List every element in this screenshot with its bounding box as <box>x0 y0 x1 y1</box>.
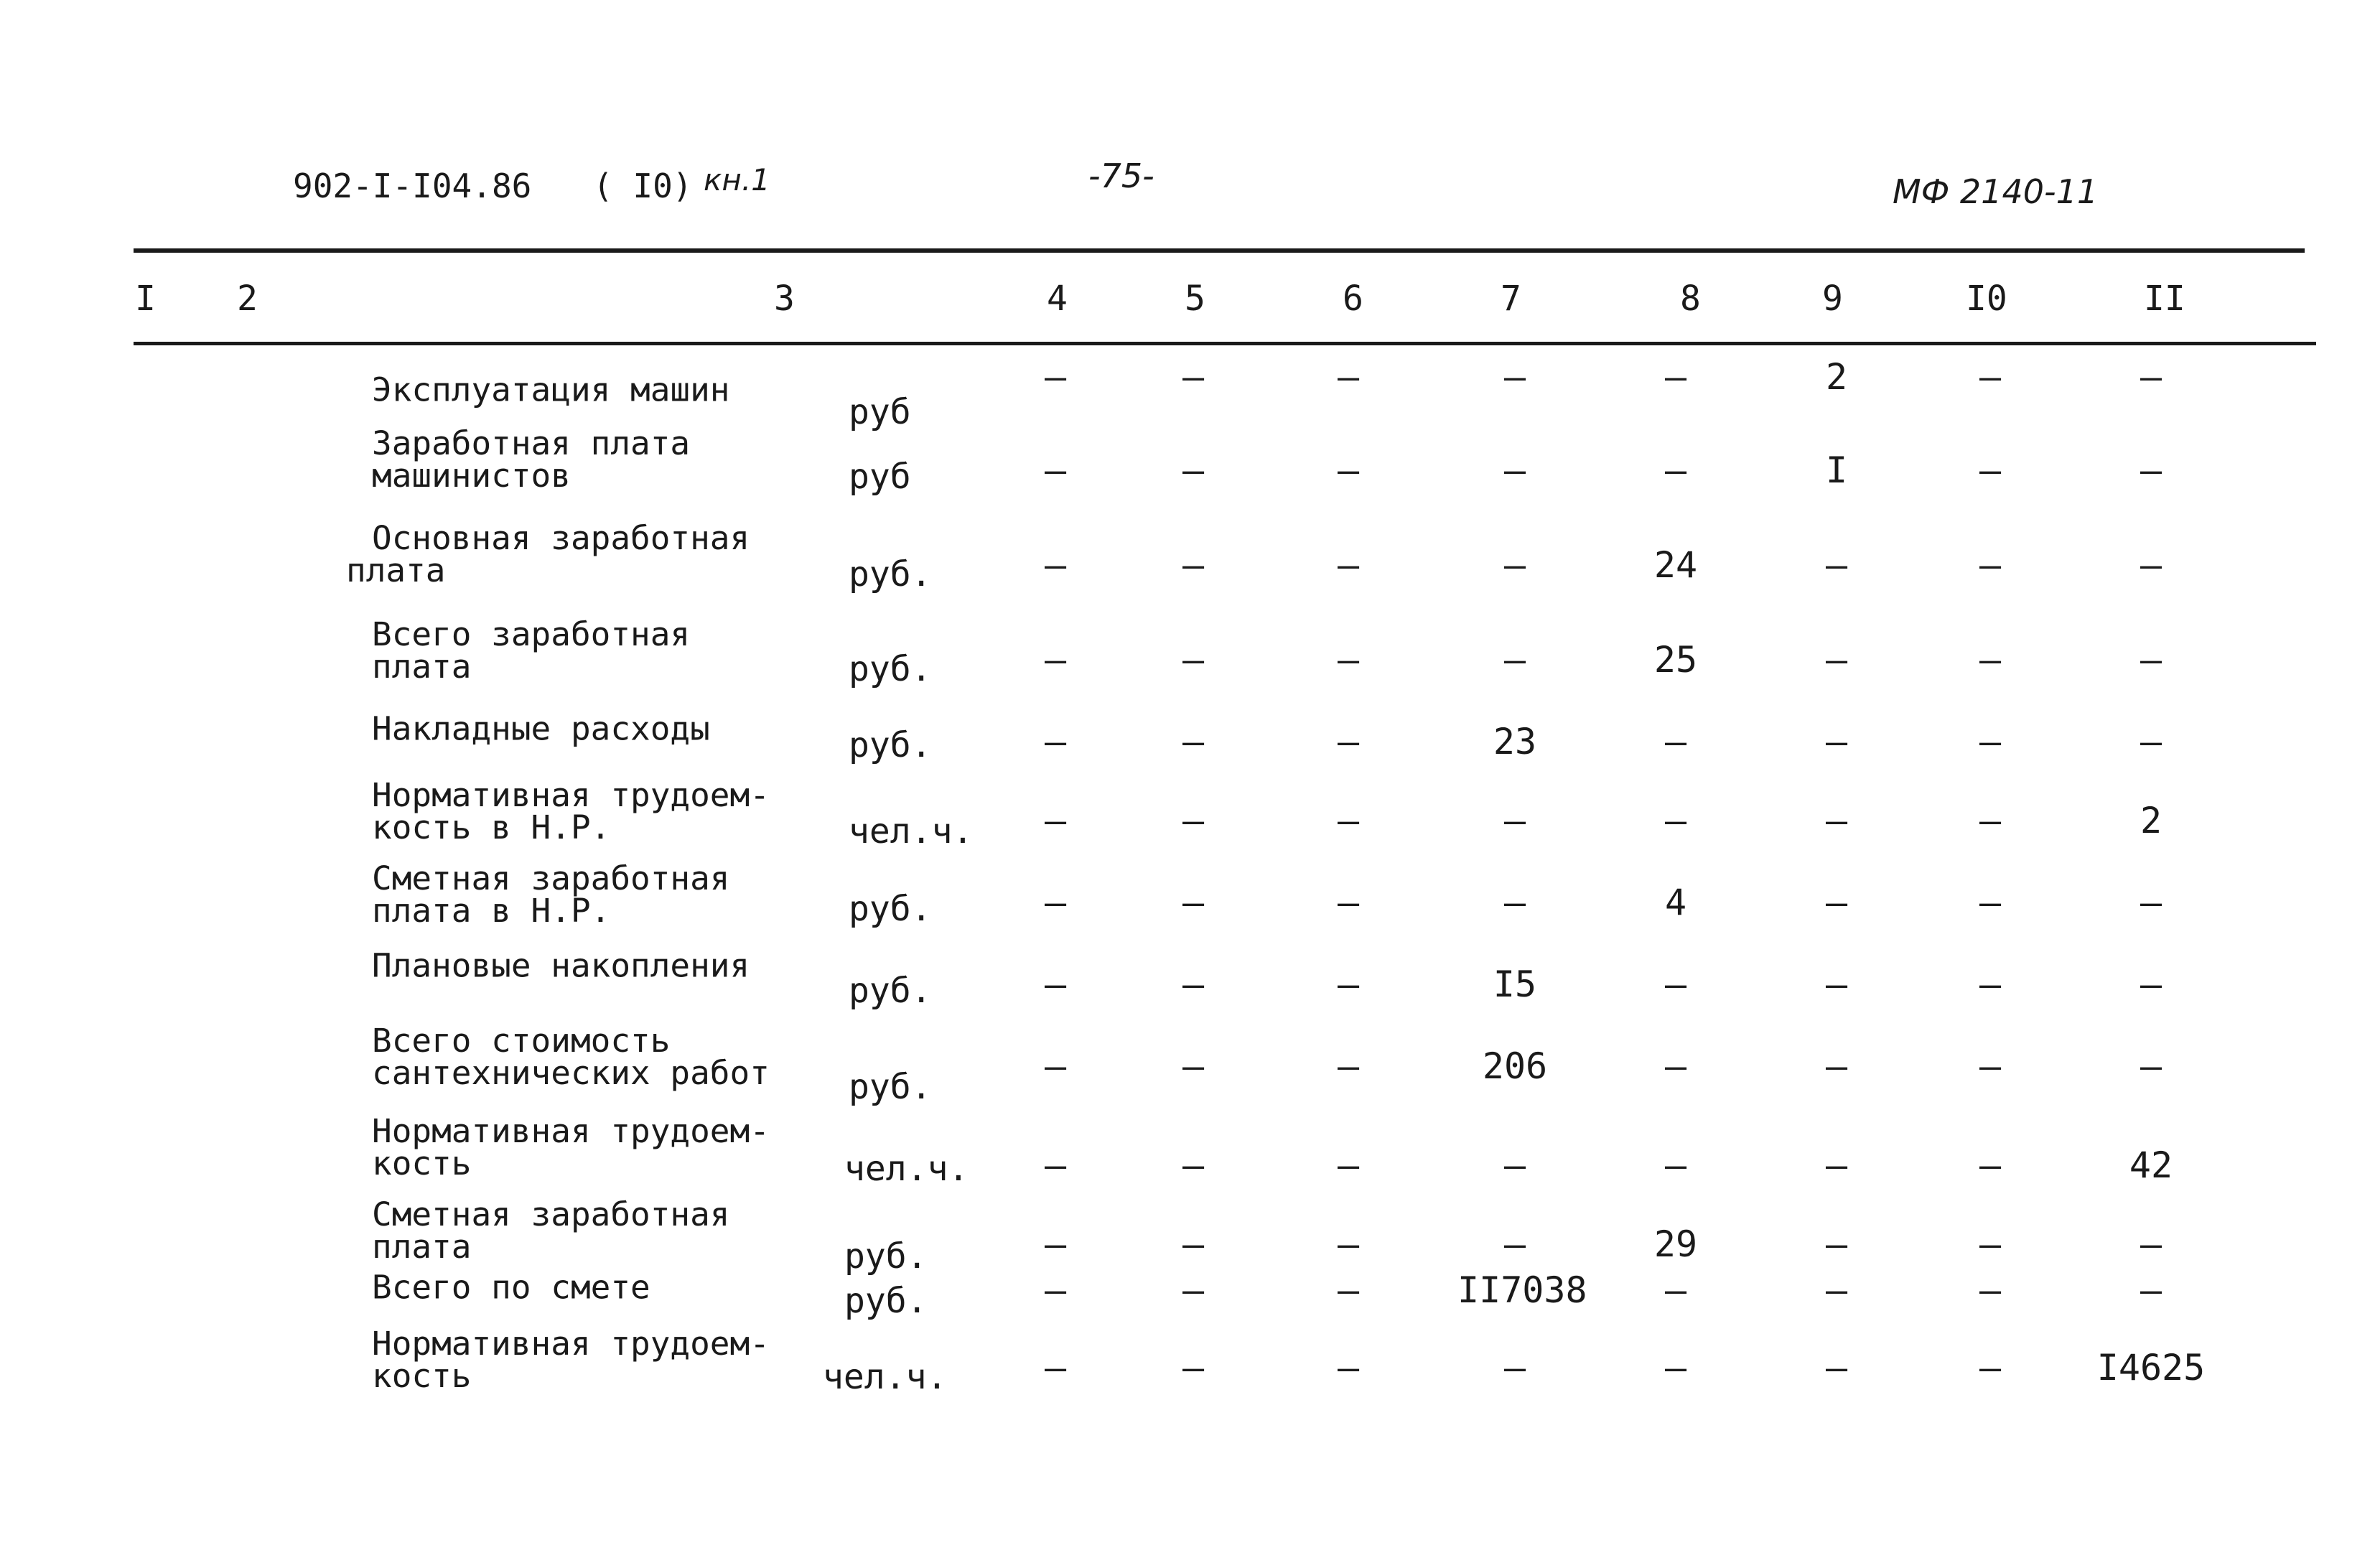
row-label <box>372 1195 730 1266</box>
row-value-col-6: – <box>1337 1045 1360 1087</box>
row-value-col-6: – <box>1337 544 1360 586</box>
row-value-col-4: – <box>1044 1347 1067 1389</box>
column-number-1: I <box>135 279 156 319</box>
column-number-3: 3 <box>774 279 795 319</box>
document-part: ( I0) <box>593 167 693 205</box>
row-value-col-7: – <box>1503 800 1526 841</box>
row-value-col-6: – <box>1337 1223 1360 1265</box>
row-label <box>346 519 750 589</box>
row-value-col-8: – <box>1664 1347 1687 1389</box>
row-unit: руб. <box>849 554 932 594</box>
row-label-line: Сметная заработная <box>372 1195 730 1233</box>
row-value-col-7: I5 <box>1493 963 1537 1005</box>
row-value-col-10: – <box>1979 449 2002 491</box>
row-label-line: кость <box>372 1144 472 1182</box>
row-label-line: Плановые накопления <box>372 946 750 985</box>
book-note: кн.1 <box>704 162 770 197</box>
row-value-col-11: – <box>2140 1223 2162 1265</box>
row-value-col-7: – <box>1503 1144 1526 1186</box>
row-label <box>372 424 691 495</box>
row-unit: чел.ч. <box>849 811 974 851</box>
row-value-col-7: – <box>1503 882 1526 923</box>
row-unit: чел.ч. <box>844 1149 969 1189</box>
row-value-col-4: – <box>1044 1144 1067 1186</box>
row-value-col-11: – <box>2140 1045 2162 1087</box>
page-number: -75- <box>1088 157 1154 195</box>
row-value-col-10: – <box>1979 1347 2002 1389</box>
row-label-line: плата <box>372 648 472 686</box>
row-value-col-5: – <box>1182 800 1205 841</box>
row-value-col-5: – <box>1182 449 1205 491</box>
row-value-col-8: 24 <box>1653 544 1698 586</box>
row-value-col-6: – <box>1337 1347 1360 1389</box>
row-value-col-9: – <box>1825 882 1848 923</box>
row-value-col-4: – <box>1044 1045 1067 1087</box>
row-label-line: Нормативная трудоем- <box>372 1112 770 1150</box>
row-value-col-7: – <box>1503 544 1526 586</box>
row-value-col-10: – <box>1979 721 2002 762</box>
row-value-col-5: – <box>1182 721 1205 762</box>
row-value-col-6: – <box>1337 1269 1360 1311</box>
row-value-col-4: – <box>1044 882 1067 923</box>
row-value-col-7: – <box>1503 1223 1526 1265</box>
row-value-col-4: – <box>1044 1223 1067 1265</box>
column-number-10: I0 <box>1966 279 2007 319</box>
row-value-col-11: – <box>2140 449 2162 491</box>
row-unit: руб. <box>849 725 932 765</box>
column-number-6: 6 <box>1343 279 1363 319</box>
row-value-col-10: – <box>1979 800 2002 841</box>
row-label-line: плата в Н.Р. <box>372 892 611 930</box>
row-value-col-8: – <box>1664 800 1687 841</box>
row-label <box>372 859 730 930</box>
row-value-col-10: – <box>1979 1223 2002 1265</box>
row-value-col-11: 2 <box>2140 800 2162 841</box>
row-value-col-6: – <box>1337 721 1360 762</box>
row-value-col-4: – <box>1044 639 1067 681</box>
row-value-col-5: – <box>1182 1144 1205 1186</box>
row-value-col-5: – <box>1182 1347 1205 1389</box>
row-value-col-10: – <box>1979 1144 2002 1186</box>
row-label-line: Всего по смете <box>372 1268 650 1307</box>
row-label <box>372 1325 770 1395</box>
row-label-line: кость <box>372 1357 472 1395</box>
row-value-col-4: – <box>1044 544 1067 586</box>
column-number-7: 7 <box>1501 279 1521 319</box>
row-unit: чел.ч. <box>823 1357 948 1397</box>
row-label-line: сантехнических работ <box>372 1054 770 1092</box>
row-value-col-5: – <box>1182 882 1205 923</box>
column-number-11: II <box>2144 279 2185 319</box>
row-label-line: Основная заработная <box>372 519 750 557</box>
row-value-col-10: – <box>1979 639 2002 681</box>
column-number-5: 5 <box>1185 279 1205 319</box>
row-label <box>372 370 730 409</box>
row-value-col-4: – <box>1044 721 1067 762</box>
row-value-col-5: – <box>1182 1045 1205 1087</box>
row-value-col-4: – <box>1044 1269 1067 1311</box>
row-value-col-6: – <box>1337 800 1360 841</box>
row-label <box>372 1022 770 1092</box>
column-number-2: 2 <box>237 279 258 319</box>
row-value-col-9: – <box>1825 1144 1848 1186</box>
document-code: 902-I-I04.86 <box>293 167 532 205</box>
column-number-4: 4 <box>1047 279 1068 319</box>
row-value-col-9: – <box>1825 963 1848 1005</box>
row-value-col-7: – <box>1503 1347 1526 1389</box>
row-value-col-4: – <box>1044 449 1067 491</box>
row-label <box>372 946 750 985</box>
row-value-col-6: – <box>1337 356 1360 398</box>
row-value-col-11: – <box>2140 721 2162 762</box>
row-value-col-10: – <box>1979 356 2002 398</box>
row-value-col-8: – <box>1664 1144 1687 1186</box>
header-rule <box>134 342 2316 345</box>
row-value-col-5: – <box>1182 356 1205 398</box>
row-value-col-11: – <box>2140 639 2162 681</box>
row-value-col-6: – <box>1337 639 1360 681</box>
row-value-col-10: – <box>1979 963 2002 1005</box>
row-value-col-8: 4 <box>1664 882 1687 923</box>
row-value-col-8: – <box>1664 721 1687 762</box>
row-value-col-8: – <box>1664 356 1687 398</box>
row-label-line: плата <box>346 551 446 589</box>
column-number-8: 8 <box>1680 279 1701 319</box>
row-value-col-11: I4625 <box>2096 1347 2206 1389</box>
row-value-col-10: – <box>1979 1269 2002 1311</box>
row-unit: руб. <box>849 649 932 689</box>
row-unit: руб. <box>844 1236 928 1277</box>
row-unit: руб. <box>849 971 932 1011</box>
row-value-col-7: 206 <box>1482 1045 1548 1087</box>
row-value-col-6: – <box>1337 1144 1360 1186</box>
row-value-col-11: – <box>2140 356 2162 398</box>
row-label <box>372 1112 770 1182</box>
row-value-col-11: 42 <box>2129 1144 2173 1186</box>
row-value-col-8: 25 <box>1653 639 1698 681</box>
row-label <box>372 776 770 846</box>
row-value-col-9: – <box>1825 1347 1848 1389</box>
row-label-line: Всего заработная <box>372 615 691 653</box>
row-label <box>372 1268 650 1307</box>
row-label-line: Накладные расходы <box>372 709 710 748</box>
row-value-col-5: – <box>1182 1269 1205 1311</box>
row-value-col-4: – <box>1044 800 1067 841</box>
row-value-col-9: – <box>1825 544 1848 586</box>
row-label-line: Нормативная трудоем- <box>372 1325 770 1363</box>
row-value-col-6: – <box>1337 963 1360 1005</box>
row-value-col-9: – <box>1825 721 1848 762</box>
row-value-col-11: – <box>2140 544 2162 586</box>
row-value-col-10: – <box>1979 544 2002 586</box>
row-value-col-10: – <box>1979 882 2002 923</box>
row-label-line: Нормативная трудоем- <box>372 776 770 814</box>
row-value-col-8: – <box>1664 1045 1687 1087</box>
row-value-col-11: – <box>2140 963 2162 1005</box>
row-label <box>372 709 710 748</box>
row-value-col-8: – <box>1664 449 1687 491</box>
row-label-line: кость в Н.Р. <box>372 808 611 846</box>
row-value-col-9: – <box>1825 800 1848 841</box>
row-label-line: плата <box>372 1228 472 1266</box>
row-unit: руб <box>849 392 911 432</box>
row-value-col-5: – <box>1182 544 1205 586</box>
row-value-col-6: – <box>1337 449 1360 491</box>
row-value-col-6: – <box>1337 882 1360 923</box>
row-value-col-5: – <box>1182 963 1205 1005</box>
row-value-col-7: – <box>1503 639 1526 681</box>
row-value-col-8: 29 <box>1653 1223 1698 1265</box>
row-value-col-8: – <box>1664 1269 1687 1311</box>
row-value-col-7: – <box>1503 449 1526 491</box>
row-unit: руб. <box>844 1281 928 1321</box>
row-value-col-9: – <box>1825 1045 1848 1087</box>
row-value-col-11: – <box>2140 882 2162 923</box>
row-unit: руб. <box>849 889 932 929</box>
row-value-col-9: – <box>1825 1223 1848 1265</box>
row-label <box>372 615 691 686</box>
row-value-col-4: – <box>1044 356 1067 398</box>
row-label-line: Сметная заработная <box>372 859 730 897</box>
row-label-line: Всего стоимость <box>372 1022 671 1060</box>
row-value-col-8: – <box>1664 963 1687 1005</box>
row-value-col-10: – <box>1979 1045 2002 1087</box>
column-number-9: 9 <box>1822 279 1843 319</box>
row-value-col-9: I <box>1825 449 1848 491</box>
row-value-col-7: II7038 <box>1457 1269 1587 1311</box>
row-value-col-5: – <box>1182 639 1205 681</box>
top-rule <box>134 248 2305 253</box>
row-value-col-5: – <box>1182 1223 1205 1265</box>
row-unit: руб. <box>849 1067 932 1107</box>
row-label-line: машинистов <box>372 457 571 495</box>
row-value-col-7: – <box>1503 356 1526 398</box>
row-value-col-4: – <box>1044 963 1067 1005</box>
row-value-col-11: – <box>2140 1269 2162 1311</box>
row-value-col-7: 23 <box>1493 721 1537 762</box>
row-label-line: Эксплуатация машин <box>372 370 730 409</box>
row-value-col-9: – <box>1825 1269 1848 1311</box>
row-value-col-9: – <box>1825 639 1848 681</box>
row-label-line: Заработная плата <box>372 424 691 462</box>
row-unit: руб <box>849 457 911 497</box>
archive-code: МФ 2140-11 <box>1893 172 2099 211</box>
row-value-col-9: 2 <box>1825 356 1848 398</box>
